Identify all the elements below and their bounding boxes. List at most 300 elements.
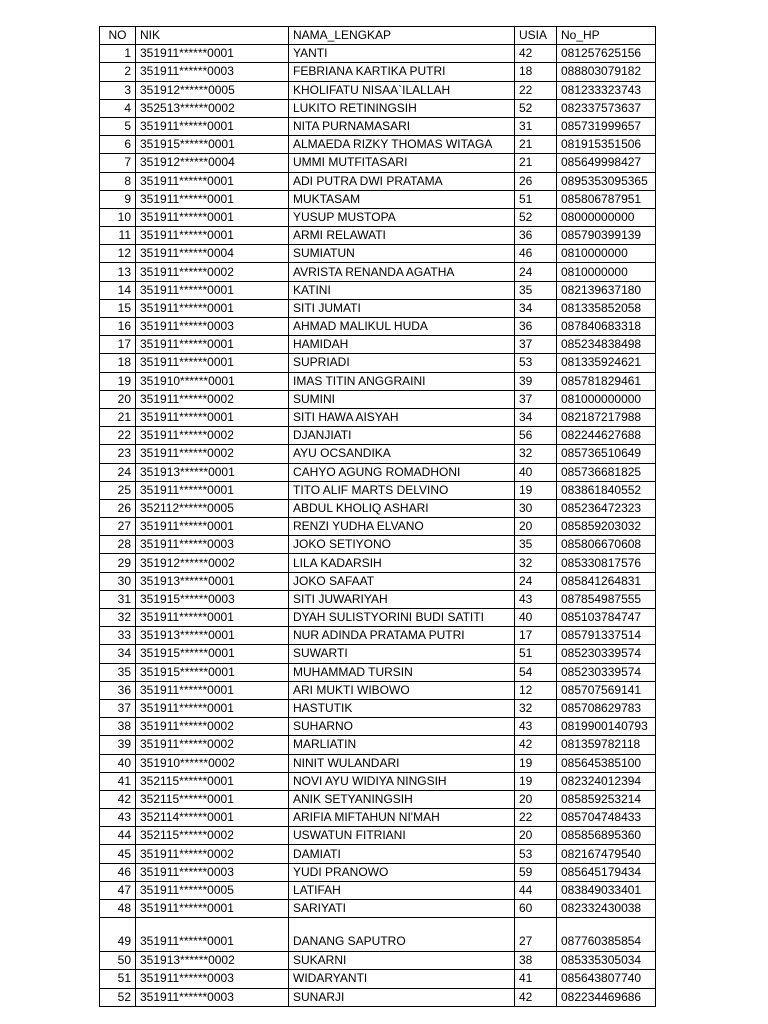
- cell-no: 22: [100, 427, 136, 445]
- table-row: [100, 190, 656, 208]
- table-body: [100, 45, 656, 1007]
- cell-usia: 17: [515, 627, 557, 645]
- cell-nama: HASTUTIK: [289, 699, 515, 717]
- cell-usia: 35: [515, 536, 557, 554]
- table-row: [100, 845, 656, 863]
- cell-nik: 351911******0001: [136, 299, 289, 317]
- cell-no: 21: [100, 408, 136, 426]
- table-row: [100, 154, 656, 172]
- cell-nama: MUKTASAM: [289, 190, 515, 208]
- table-row: [100, 117, 656, 135]
- cell-nama: MUHAMMAD TURSIN: [289, 663, 515, 681]
- cell-usia: 52: [515, 208, 557, 226]
- table-row: [100, 554, 656, 572]
- cell-hp: 085859253214: [557, 790, 656, 808]
- cell-nik: 351911******0005: [136, 881, 289, 899]
- cell-no: 6: [100, 136, 136, 154]
- cell-no: 10: [100, 208, 136, 226]
- cell-usia: 60: [515, 900, 557, 918]
- cell-usia: 51: [515, 645, 557, 663]
- table-row: [100, 572, 656, 590]
- cell-nama: LUKITO RETININGSIH: [289, 99, 515, 117]
- cell-usia: 40: [515, 463, 557, 481]
- table-row: [100, 499, 656, 517]
- cell-nik: 352112******0005: [136, 499, 289, 517]
- cell-no: 8: [100, 172, 136, 190]
- cell-nama: CAHYO AGUNG ROMADHONI: [289, 463, 515, 481]
- cell-nama: DJANJIATI: [289, 427, 515, 445]
- cell-nik: 351913******0001: [136, 572, 289, 590]
- cell-usia: 51: [515, 190, 557, 208]
- cell-nik: 351911******0003: [136, 63, 289, 81]
- cell-nama: ARI MUKTI WIBOWO: [289, 681, 515, 699]
- cell-nik: 351911******0003: [136, 988, 289, 1006]
- cell-usia: 19: [515, 754, 557, 772]
- cell-usia: 22: [515, 81, 557, 99]
- cell-no: 39: [100, 736, 136, 754]
- cell-usia: 40: [515, 609, 557, 627]
- cell-nama: KATINI: [289, 281, 515, 299]
- cell-usia: 42: [515, 988, 557, 1006]
- cell-usia: 20: [515, 827, 557, 845]
- cell-no: 1: [100, 45, 136, 63]
- cell-usia: 44: [515, 881, 557, 899]
- cell-nik: 352513******0002: [136, 99, 289, 117]
- cell-nik: 351910******0001: [136, 372, 289, 390]
- cell-nik: 351911******0001: [136, 518, 289, 536]
- cell-no: 9: [100, 190, 136, 208]
- cell-usia: 31: [515, 117, 557, 135]
- cell-nik: 351911******0003: [136, 536, 289, 554]
- cell-hp: 081335852058: [557, 299, 656, 317]
- cell-nik: 351911******0001: [136, 281, 289, 299]
- cell-nama: WIDARYANTI: [289, 970, 515, 988]
- cell-nik: 351911******0002: [136, 845, 289, 863]
- table-row: [100, 172, 656, 190]
- cell-hp: 085643807740: [557, 970, 656, 988]
- cell-nik: 351911******0003: [136, 970, 289, 988]
- cell-nama: NITA PURNAMASARI: [289, 117, 515, 135]
- cell-usia: 32: [515, 445, 557, 463]
- cell-nik: 351911******0004: [136, 245, 289, 263]
- cell-nama: FEBRIANA KARTIKA PUTRI: [289, 63, 515, 81]
- cell-nama: AYU OCSANDIKA: [289, 445, 515, 463]
- cell-nik: 352115******0001: [136, 790, 289, 808]
- cell-hp: 085707569141: [557, 681, 656, 699]
- header-row: [100, 27, 656, 45]
- cell-hp: 082139637180: [557, 281, 656, 299]
- cell-nik: 351911******0001: [136, 336, 289, 354]
- header-no-hp: No_HP: [557, 27, 656, 45]
- table-row: [100, 790, 656, 808]
- table-row: [100, 952, 656, 970]
- cell-usia: 27: [515, 918, 557, 952]
- cell-nama: KHOLIFATU NISAA`ILALLAH: [289, 81, 515, 99]
- cell-nama: DAMIATI: [289, 845, 515, 863]
- cell-nama: NUR ADINDA PRATAMA PUTRI: [289, 627, 515, 645]
- cell-usia: 42: [515, 45, 557, 63]
- cell-no: 17: [100, 336, 136, 354]
- cell-no: 30: [100, 572, 136, 590]
- cell-hp: 0819900140793: [557, 718, 656, 736]
- cell-hp: 08000000000: [557, 208, 656, 226]
- cell-no: 46: [100, 863, 136, 881]
- cell-nik: 351911******0001: [136, 354, 289, 372]
- cell-no: 42: [100, 790, 136, 808]
- table-row: [100, 408, 656, 426]
- table-row: [100, 427, 656, 445]
- cell-nik: 351911******0001: [136, 699, 289, 717]
- table-row: [100, 445, 656, 463]
- table-row: [100, 970, 656, 988]
- table-row: [100, 263, 656, 281]
- cell-hp: 087840683318: [557, 318, 656, 336]
- cell-nama: JOKO SETIYONO: [289, 536, 515, 554]
- cell-hp: 085856895360: [557, 827, 656, 845]
- cell-nama: AVRISTA RENANDA AGATHA: [289, 263, 515, 281]
- cell-usia: 41: [515, 970, 557, 988]
- cell-nik: 351911******0001: [136, 190, 289, 208]
- cell-nik: 351911******0001: [136, 900, 289, 918]
- cell-nik: 351911******0001: [136, 681, 289, 699]
- cell-nik: 351911******0002: [136, 390, 289, 408]
- header-no: NO: [100, 27, 136, 45]
- cell-nama: UMMI MUTFITASARI: [289, 154, 515, 172]
- cell-hp: 085230339574: [557, 645, 656, 663]
- cell-no: 47: [100, 881, 136, 899]
- cell-hp: 081000000000: [557, 390, 656, 408]
- cell-nik: 351911******0001: [136, 45, 289, 63]
- cell-no: 31: [100, 590, 136, 608]
- cell-nama: TITO ALIF MARTS DELVINO: [289, 481, 515, 499]
- table-row: [100, 136, 656, 154]
- cell-nik: 351911******0001: [136, 481, 289, 499]
- cell-nama: SARIYATI: [289, 900, 515, 918]
- table-row: [100, 754, 656, 772]
- table-row: [100, 900, 656, 918]
- table-row: [100, 245, 656, 263]
- cell-nama: ALMAEDA RIZKY THOMAS WITAGA: [289, 136, 515, 154]
- cell-nama: SITI HAWA AISYAH: [289, 408, 515, 426]
- table-row: [100, 881, 656, 899]
- cell-usia: 46: [515, 245, 557, 263]
- cell-hp: 0810000000: [557, 245, 656, 263]
- cell-no: 2: [100, 63, 136, 81]
- cell-usia: 12: [515, 681, 557, 699]
- cell-nama: ADI PUTRA DWI PRATAMA: [289, 172, 515, 190]
- cell-hp: 082332430038: [557, 900, 656, 918]
- cell-nama: YANTI: [289, 45, 515, 63]
- cell-no: 20: [100, 390, 136, 408]
- cell-no: 12: [100, 245, 136, 263]
- cell-nama: SUMIATUN: [289, 245, 515, 263]
- cell-hp: 085645179434: [557, 863, 656, 881]
- cell-no: 37: [100, 699, 136, 717]
- cell-no: 51: [100, 970, 136, 988]
- cell-nik: 351911******0001: [136, 609, 289, 627]
- cell-hp: 087854987555: [557, 590, 656, 608]
- cell-nama: SUKARNI: [289, 952, 515, 970]
- table-row: [100, 354, 656, 372]
- cell-usia: 39: [515, 372, 557, 390]
- cell-no: 49: [100, 918, 136, 952]
- cell-nama: YUSUP MUSTOPA: [289, 208, 515, 226]
- cell-nik: 351911******0002: [136, 445, 289, 463]
- cell-no: 24: [100, 463, 136, 481]
- cell-nama: SITI JUMATI: [289, 299, 515, 317]
- cell-hp: 085736681825: [557, 463, 656, 481]
- cell-no: 40: [100, 754, 136, 772]
- cell-usia: 53: [515, 845, 557, 863]
- table-row: [100, 372, 656, 390]
- cell-hp: 085335305034: [557, 952, 656, 970]
- cell-usia: 37: [515, 390, 557, 408]
- table-row: [100, 718, 656, 736]
- cell-nik: 351911******0001: [136, 172, 289, 190]
- cell-hp: 081257625156: [557, 45, 656, 63]
- cell-no: 29: [100, 554, 136, 572]
- cell-nama: JOKO SAFAAT: [289, 572, 515, 590]
- cell-hp: 081359782118: [557, 736, 656, 754]
- cell-hp: 085859203032: [557, 518, 656, 536]
- cell-nama: DANANG SAPUTRO: [289, 918, 515, 952]
- cell-no: 18: [100, 354, 136, 372]
- cell-hp: 0810000000: [557, 263, 656, 281]
- cell-usia: 36: [515, 318, 557, 336]
- cell-no: 36: [100, 681, 136, 699]
- cell-nik: 351911******0002: [136, 427, 289, 445]
- cell-nik: 351912******0005: [136, 81, 289, 99]
- cell-nik: 351911******0001: [136, 208, 289, 226]
- cell-hp: 085806787951: [557, 190, 656, 208]
- cell-hp: 085731999657: [557, 117, 656, 135]
- table-row: [100, 988, 656, 1006]
- cell-nama: SUWARTI: [289, 645, 515, 663]
- cell-hp: 081915351506: [557, 136, 656, 154]
- cell-hp: 082244627688: [557, 427, 656, 445]
- cell-usia: 22: [515, 809, 557, 827]
- cell-usia: 32: [515, 699, 557, 717]
- cell-nama: NOVI AYU WIDIYA NINGSIH: [289, 772, 515, 790]
- header-nik: NIK: [136, 27, 289, 45]
- table-row: [100, 63, 656, 81]
- cell-nama: IMAS TITIN ANGGRAINI: [289, 372, 515, 390]
- cell-nama: LATIFAH: [289, 881, 515, 899]
- table-row: [100, 863, 656, 881]
- cell-nik: 351911******0003: [136, 318, 289, 336]
- cell-usia: 43: [515, 590, 557, 608]
- table-row: [100, 536, 656, 554]
- cell-nama: SUNARJI: [289, 988, 515, 1006]
- cell-nik: 351911******0003: [136, 863, 289, 881]
- cell-no: 43: [100, 809, 136, 827]
- cell-hp: 085781829461: [557, 372, 656, 390]
- table-row: [100, 699, 656, 717]
- cell-no: 5: [100, 117, 136, 135]
- cell-hp: 088803079182: [557, 63, 656, 81]
- table-row: [100, 681, 656, 699]
- table-row: [100, 827, 656, 845]
- cell-nik: 351915******0001: [136, 663, 289, 681]
- table-row: [100, 663, 656, 681]
- table-row: [100, 772, 656, 790]
- cell-hp: 085790399139: [557, 227, 656, 245]
- cell-no: 35: [100, 663, 136, 681]
- cell-usia: 18: [515, 63, 557, 81]
- cell-nik: 351913******0001: [136, 463, 289, 481]
- cell-hp: 085236472323: [557, 499, 656, 517]
- cell-nama: LILA KADARSIH: [289, 554, 515, 572]
- cell-nama: YUDI PRANOWO: [289, 863, 515, 881]
- cell-nama: ARMI RELAWATI: [289, 227, 515, 245]
- cell-no: 26: [100, 499, 136, 517]
- cell-usia: 42: [515, 736, 557, 754]
- table-row: [100, 45, 656, 63]
- cell-nik: 351915******0001: [136, 136, 289, 154]
- cell-usia: 32: [515, 554, 557, 572]
- cell-usia: 24: [515, 572, 557, 590]
- cell-no: 25: [100, 481, 136, 499]
- table-row: [100, 463, 656, 481]
- cell-nama: ABDUL KHOLIQ ASHARI: [289, 499, 515, 517]
- table-row: [100, 627, 656, 645]
- data-table: [99, 26, 656, 1007]
- cell-nik: 351912******0004: [136, 154, 289, 172]
- cell-no: 23: [100, 445, 136, 463]
- cell-nama: SITI JUWARIYAH: [289, 590, 515, 608]
- cell-nama: DYAH SULISTYORINI BUDI SATITI: [289, 609, 515, 627]
- cell-no: 34: [100, 645, 136, 663]
- cell-nama: USWATUN FITRIANI: [289, 827, 515, 845]
- cell-hp: 0895353095365: [557, 172, 656, 190]
- cell-hp: 085103784747: [557, 609, 656, 627]
- cell-usia: 54: [515, 663, 557, 681]
- cell-nik: 351912******0002: [136, 554, 289, 572]
- table-row: [100, 299, 656, 317]
- table-row: [100, 81, 656, 99]
- cell-hp: 085841264831: [557, 572, 656, 590]
- cell-nik: 351911******0001: [136, 227, 289, 245]
- cell-nik: 352114******0001: [136, 809, 289, 827]
- cell-no: 52: [100, 988, 136, 1006]
- cell-hp: 081233323743: [557, 81, 656, 99]
- cell-no: 4: [100, 99, 136, 117]
- cell-nik: 352115******0001: [136, 772, 289, 790]
- cell-nama: RENZI YUDHA ELVANO: [289, 518, 515, 536]
- table-row: [100, 590, 656, 608]
- cell-usia: 38: [515, 952, 557, 970]
- cell-no: 14: [100, 281, 136, 299]
- cell-hp: 085330817576: [557, 554, 656, 572]
- cell-nik: 351911******0002: [136, 718, 289, 736]
- cell-no: 44: [100, 827, 136, 845]
- cell-usia: 56: [515, 427, 557, 445]
- cell-hp: 085230339574: [557, 663, 656, 681]
- cell-usia: 35: [515, 281, 557, 299]
- cell-hp: 085791337514: [557, 627, 656, 645]
- cell-nama: MARLIATIN: [289, 736, 515, 754]
- cell-no: 38: [100, 718, 136, 736]
- header-usia: USIA: [515, 27, 557, 45]
- cell-no: 16: [100, 318, 136, 336]
- cell-hp: 082187217988: [557, 408, 656, 426]
- cell-hp: 085649998427: [557, 154, 656, 172]
- table-row: [100, 609, 656, 627]
- table-row: [100, 518, 656, 536]
- cell-hp: 085736510649: [557, 445, 656, 463]
- cell-hp: 082167479540: [557, 845, 656, 863]
- cell-usia: 21: [515, 154, 557, 172]
- cell-nama: SUHARNO: [289, 718, 515, 736]
- cell-hp: 083861840552: [557, 481, 656, 499]
- cell-no: 3: [100, 81, 136, 99]
- cell-usia: 34: [515, 299, 557, 317]
- cell-hp: 085704748433: [557, 809, 656, 827]
- cell-nik: 351911******0002: [136, 263, 289, 281]
- cell-no: 19: [100, 372, 136, 390]
- cell-hp: 082337573637: [557, 99, 656, 117]
- cell-usia: 30: [515, 499, 557, 517]
- cell-no: 15: [100, 299, 136, 317]
- table-row: [100, 481, 656, 499]
- table-row: [100, 99, 656, 117]
- cell-nama: SUMINI: [289, 390, 515, 408]
- table-row: [100, 809, 656, 827]
- table-row: [100, 645, 656, 663]
- cell-nama: AHMAD MALIKUL HUDA: [289, 318, 515, 336]
- header-nama-lengkap: NAMA_LENGKAP: [289, 27, 515, 45]
- cell-hp: 087760385854: [557, 918, 656, 952]
- table-row: [100, 208, 656, 226]
- cell-hp: 081335924621: [557, 354, 656, 372]
- cell-usia: 20: [515, 790, 557, 808]
- table-row: [100, 390, 656, 408]
- cell-usia: 26: [515, 172, 557, 190]
- cell-hp: 085708629783: [557, 699, 656, 717]
- cell-no: 41: [100, 772, 136, 790]
- cell-usia: 24: [515, 263, 557, 281]
- cell-usia: 53: [515, 354, 557, 372]
- cell-usia: 37: [515, 336, 557, 354]
- cell-no: 28: [100, 536, 136, 554]
- cell-no: 13: [100, 263, 136, 281]
- cell-no: 33: [100, 627, 136, 645]
- cell-usia: 34: [515, 408, 557, 426]
- table-row: [100, 336, 656, 354]
- cell-usia: 59: [515, 863, 557, 881]
- cell-hp: 083849033401: [557, 881, 656, 899]
- cell-hp: 082234469686: [557, 988, 656, 1006]
- cell-nik: 351911******0001: [136, 918, 289, 952]
- cell-nik: 351910******0002: [136, 754, 289, 772]
- cell-nama: NINIT WULANDARI: [289, 754, 515, 772]
- cell-usia: 19: [515, 481, 557, 499]
- table-row: [100, 736, 656, 754]
- cell-nama: SUPRIADI: [289, 354, 515, 372]
- cell-nik: 351915******0001: [136, 645, 289, 663]
- cell-no: 50: [100, 952, 136, 970]
- cell-nik: 351913******0001: [136, 627, 289, 645]
- cell-usia: 19: [515, 772, 557, 790]
- cell-hp: 085234838498: [557, 336, 656, 354]
- cell-nik: 352115******0002: [136, 827, 289, 845]
- cell-nik: 351911******0001: [136, 117, 289, 135]
- cell-nik: 351911******0001: [136, 408, 289, 426]
- table-row: [100, 918, 656, 952]
- cell-no: 48: [100, 900, 136, 918]
- cell-nik: 351913******0002: [136, 952, 289, 970]
- cell-usia: 21: [515, 136, 557, 154]
